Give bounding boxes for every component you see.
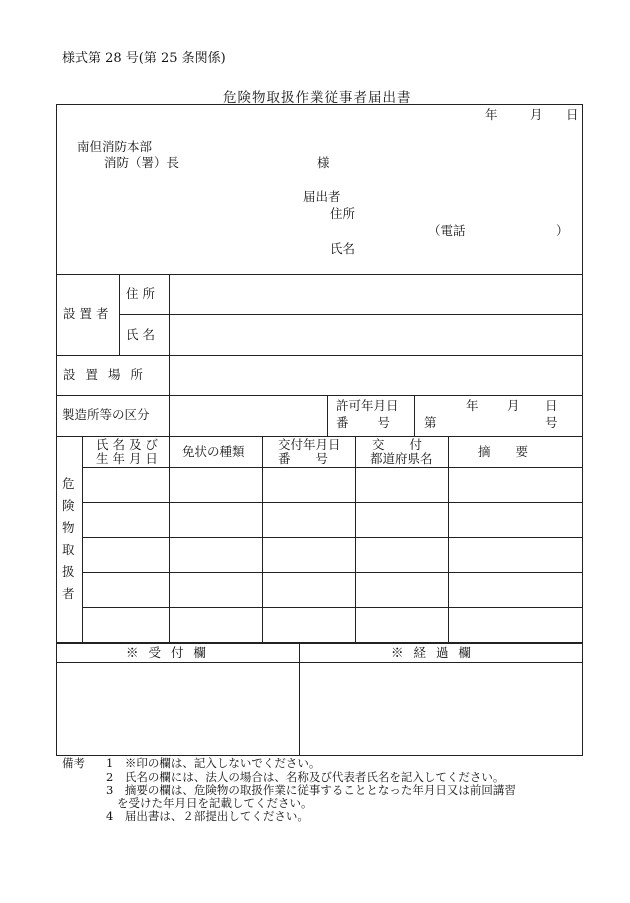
- note-item: を受けた年月日を記載してください。: [117, 796, 313, 810]
- note-item: 1 ※印の欄は、記入しないでください。: [106, 756, 321, 770]
- progress-label: ※ 経 過 欄: [391, 645, 474, 660]
- site-label: 設 置 場 所: [63, 367, 146, 382]
- notifier-phone-close: ）: [556, 223, 569, 238]
- permit-number-label: 番 号: [336, 415, 390, 430]
- addressee-org: 南但消防本部: [77, 139, 153, 154]
- header-license-type: 免状の種類: [182, 444, 245, 459]
- header-name-birth-1: 氏 名 及 び: [96, 437, 158, 452]
- addressee-chief: 消防（署）長: [104, 155, 180, 170]
- notifier-name: 氏名: [330, 241, 356, 256]
- permit-month: 月: [507, 398, 520, 413]
- installer-name-label: 氏 名: [126, 327, 155, 342]
- date-year: 年: [485, 107, 498, 122]
- permit-dai: 第: [424, 415, 437, 430]
- header-remarks: 摘 要: [478, 444, 529, 459]
- notes-label: 備考: [62, 756, 85, 770]
- header-pref-2: 都道府県名: [370, 451, 433, 466]
- form-title: 危険物取扱作業従事者届出書: [223, 90, 412, 106]
- permit-day: 日: [545, 398, 558, 413]
- notifier-address: 住所: [330, 206, 356, 221]
- header-issue-1: 交付年月日: [278, 437, 341, 452]
- note-item: 4 届出書は、２部提出してください。: [106, 809, 309, 823]
- side-label-char: 者: [62, 586, 75, 601]
- notifier-phone-open: （電話: [428, 223, 466, 238]
- side-label-char: 取: [62, 542, 75, 557]
- header-pref-1: 交 付: [372, 437, 423, 452]
- side-label-char: 険: [62, 498, 75, 513]
- form-number: 様式第 28 号(第 25 条関係): [62, 51, 226, 66]
- permit-go: 号: [545, 415, 558, 430]
- permit-date-label: 許可年月日: [336, 398, 399, 413]
- date-month: 月: [530, 107, 543, 122]
- installer-address-label: 住 所: [126, 286, 155, 301]
- side-label-char: 物: [62, 520, 75, 535]
- note-item: 3 摘要の欄は、危険物の取扱作業に従事することとなった年月日又は前回講習: [106, 783, 516, 797]
- permit-year: 年: [466, 398, 479, 413]
- installer-label: 設 置 者: [63, 306, 109, 321]
- facility-class-label: 製造所等の区分: [62, 407, 150, 422]
- note-item: 2 氏名の欄には、法人の場合は、名称及び代表者氏名を記入してください。: [106, 770, 505, 784]
- header-issue-2: 番 号: [278, 451, 329, 466]
- addressee-honorific: 様: [317, 155, 330, 170]
- header-name-birth-2: 生 年 月 日: [96, 451, 158, 466]
- side-label-char: 危: [62, 476, 75, 491]
- reception-label: ※ 受 付 欄: [126, 645, 209, 660]
- date-day: 日: [566, 107, 579, 122]
- side-label-char: 扱: [62, 564, 75, 579]
- notifier-label: 届出者: [303, 189, 341, 204]
